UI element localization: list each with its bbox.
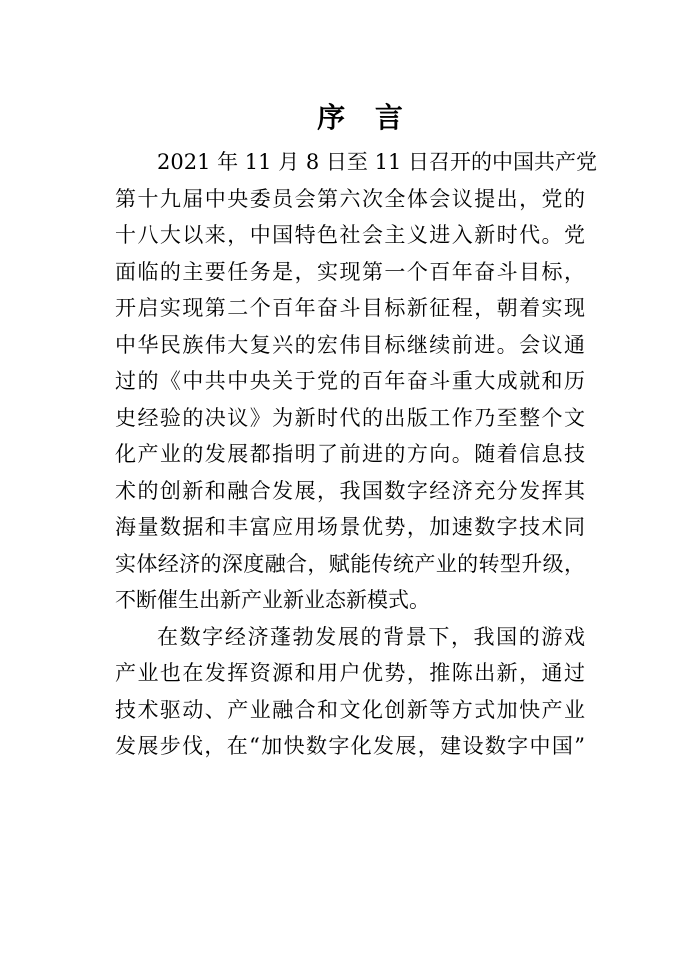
text-line: 十八大以来，中国特色社会主义进入新时代。党	[115, 223, 585, 247]
text-line: 开启实现第二个百年奋斗目标新征程，朝着实现	[115, 296, 585, 320]
paragraph	[115, 144, 597, 619]
text-line: 技术驱动、产业融合和文化创新等方式加快产业	[115, 697, 585, 722]
document-title: 序 言	[317, 101, 413, 134]
text-line: 术的创新和融合发展，我国数字经济充分发挥其	[115, 478, 585, 503]
paragraph	[115, 619, 585, 765]
document-body	[115, 144, 597, 765]
text-line: 史经验的决议》为新时代的出版工作乃至整个文	[115, 405, 585, 430]
text-line: 中华民族伟大复兴的宏伟目标继续前进。会议通	[115, 332, 585, 357]
text-line: 产业也在发挥资源和用户优势，推陈出新，通过	[115, 661, 585, 685]
text-line: 面临的主要任务是，实现第一个百年奋斗目标，	[115, 259, 585, 284]
text-line: 实体经济的深度融合，赋能传统产业的转型升级，	[115, 551, 585, 576]
text-line: 在数字经济蓬勃发展的背景下，我国的游戏	[157, 624, 585, 649]
text-line: 第十九届中央委员会第六次全体会议提出，党的	[115, 186, 585, 211]
text-line: 发展步伐，在“加快数字化发展，建设数字中国”	[115, 734, 585, 758]
text-line: 海量数据和丰富应用场景优势，加速数字技术同	[115, 515, 585, 539]
text-line: 化产业的发展都指明了前进的方向。随着信息技	[115, 442, 585, 466]
text-line: 不断催生出新产业新业态新模式。	[115, 588, 430, 612]
text-line: 2021 年 11 月 8 日至 11 日召开的中国共产党	[157, 150, 597, 174]
text-line: 过的《中共中央关于党的百年奋斗重大成就和历	[115, 369, 585, 393]
